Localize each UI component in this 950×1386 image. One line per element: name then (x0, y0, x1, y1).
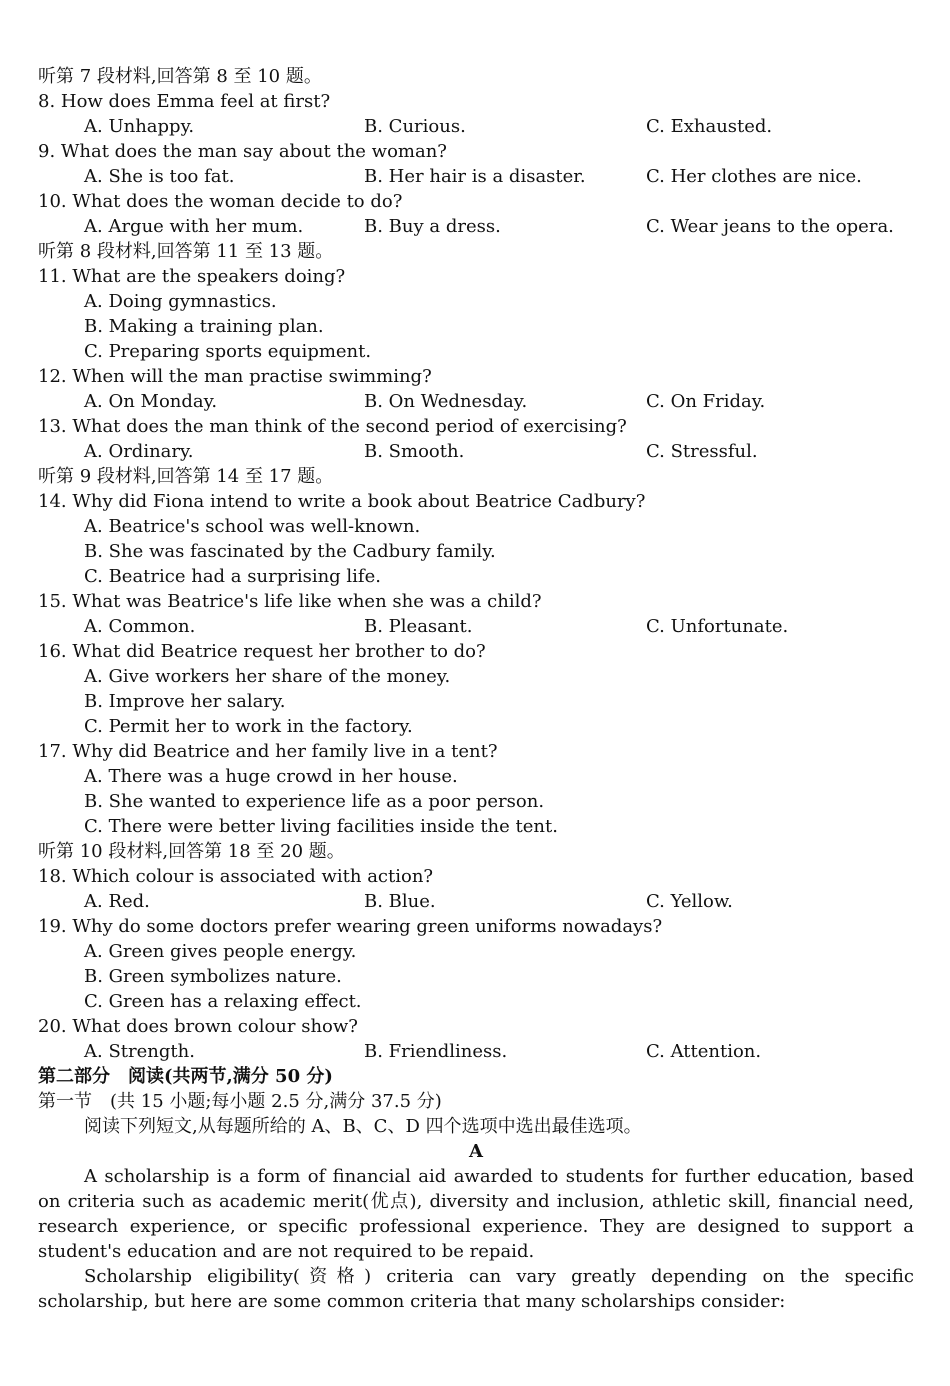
option-b: B. Buy a dress. (364, 216, 501, 237)
option-b: B. She was fascinated by the Cadbury family. (84, 541, 496, 562)
question-10-options (38, 214, 914, 239)
option-c: C. Beatrice had a surprising life. (84, 566, 381, 587)
question-15-options (38, 614, 914, 639)
option-a: A. Red. (84, 891, 150, 912)
option-b: B. On Wednesday. (364, 391, 528, 412)
option-b: B. Improve her salary. (84, 691, 286, 712)
option-a: A. Doing gymnastics. (84, 291, 277, 312)
question-9: 9. What does the man say about the woman? (38, 141, 447, 162)
part-two-title: 第二部分 阅读(共两节,满分 50 分) (38, 1066, 333, 1087)
option-b: B. Pleasant. (364, 616, 473, 637)
option-a: A. She is too fat. (84, 166, 235, 187)
question-15: 15. What was Beatrice's life like when she was a child? (38, 591, 542, 612)
option-c: C. Permit her to work in the factory. (84, 716, 413, 737)
option-b: B. Her hair is a disaster. (364, 166, 586, 187)
passage-paragraph-1: A scholarship is a form of financial aid awarded to students for further education, based on criteria such as academic merit(优点), diversity and inclusion, athletic skill, financial need, research experience, or specific professional experience. They are designed to support a student's education and are not required to be repaid. (38, 1166, 914, 1262)
option-b: B. Making a training plan. (84, 316, 324, 337)
option-a: A. Green gives people energy. (84, 941, 357, 962)
option-c: C. Attention. (646, 1041, 762, 1062)
question-8-options (38, 114, 914, 139)
option-c: C. On Friday. (646, 391, 766, 412)
question-14: 14. Why did Fiona intend to write a book about Beatrice Cadbury? (38, 491, 646, 512)
option-b: B. Friendliness. (364, 1041, 508, 1062)
option-b: B. Blue. (364, 891, 436, 912)
section-9-heading: 听第 9 段材料,回答第 14 至 17 题。 (38, 466, 334, 487)
question-9-options (38, 164, 914, 189)
option-c: C. Yellow. (646, 891, 733, 912)
question-12-options (38, 389, 914, 414)
section-10-heading: 听第 10 段材料,回答第 18 至 20 题。 (38, 841, 345, 862)
option-a: A. Beatrice's school was well-known. (84, 516, 421, 537)
question-19: 19. Why do some doctors prefer wearing green uniforms nowadays? (38, 916, 663, 937)
passage-label: A (469, 1141, 483, 1162)
section-one-title: 第一节 (共 15 小题;每小题 2.5 分,满分 37.5 分) (38, 1091, 442, 1112)
question-12: 12. When will the man practise swimming? (38, 366, 432, 387)
reading-instruction: 阅读下列短文,从每题所给的 A、B、C、D 四个选项中选出最佳选项。 (84, 1116, 642, 1137)
option-c: C. Her clothes are nice. (646, 166, 862, 187)
option-a: A. Give workers her share of the money. (84, 666, 451, 687)
option-a: A. Argue with her mum. (84, 216, 304, 237)
question-11: 11. What are the speakers doing? (38, 266, 346, 287)
option-a: A. Strength. (84, 1041, 195, 1062)
question-18: 18. Which colour is associated with action? (38, 866, 434, 887)
question-13-options (38, 439, 914, 464)
question-18-options (38, 889, 914, 914)
option-c: C. There were better living facilities inside the tent. (84, 816, 558, 837)
option-c: C. Wear jeans to the opera. (646, 216, 894, 237)
option-c: C. Unfortunate. (646, 616, 789, 637)
option-b: B. Smooth. (364, 441, 465, 462)
question-17: 17. Why did Beatrice and her family live in a tent? (38, 741, 498, 762)
option-c: C. Stressful. (646, 441, 758, 462)
option-a: A. There was a huge crowd in her house. (84, 766, 458, 787)
option-c: C. Green has a relaxing effect. (84, 991, 362, 1012)
section-8-heading: 听第 8 段材料,回答第 11 至 13 题。 (38, 241, 334, 262)
question-20: 20. What does brown colour show? (38, 1016, 358, 1037)
option-b: B. She wanted to experience life as a poor person. (84, 791, 545, 812)
option-b: B. Green symbolizes nature. (84, 966, 342, 987)
passage-paragraph-2: Scholarship eligibility(资格) criteria can vary greatly depending on the specific scholarship, but here are some common criteria that many scholarships consider: (38, 1266, 914, 1312)
question-16: 16. What did Beatrice request her brother to do? (38, 641, 486, 662)
question-10: 10. What does the woman decide to do? (38, 191, 403, 212)
exam-page (38, 64, 914, 1314)
question-20-options (38, 1039, 914, 1064)
option-a: A. Unhappy. (84, 116, 195, 137)
option-c: C. Preparing sports equipment. (84, 341, 372, 362)
question-13: 13. What does the man think of the second period of exercising? (38, 416, 627, 437)
option-b: B. Curious. (364, 116, 466, 137)
option-a: A. Common. (84, 616, 196, 637)
question-8: 8. How does Emma feel at first? (38, 91, 331, 112)
option-a: A. Ordinary. (84, 441, 194, 462)
section-7-heading: 听第 7 段材料,回答第 8 至 10 题。 (38, 66, 322, 87)
option-c: C. Exhausted. (646, 116, 773, 137)
option-a: A. On Monday. (84, 391, 218, 412)
